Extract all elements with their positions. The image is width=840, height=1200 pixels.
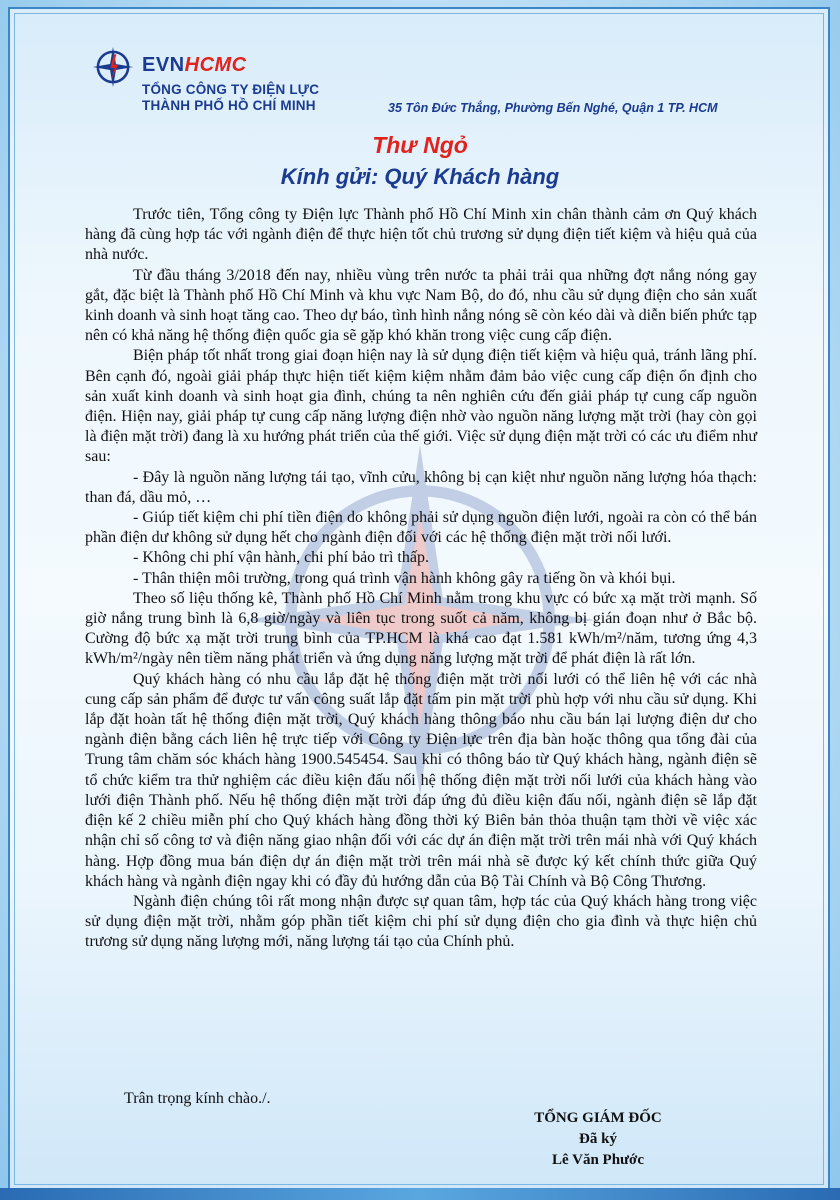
company-line-1: TỔNG CÔNG TY ĐIỆN LỰC bbox=[142, 82, 320, 97]
paragraph: Từ đầu tháng 3/2018 đến nay, nhiều vùng trên nước ta phải trải qua những đợt nắng nóng gay gắt, đặc biệt là Thành phố Hồ Chí Minh và khu vực Nam Bộ, do đó, nhu cầu sử dụng điện cho sản xuất kinh doanh và sinh hoạt tăng cao. Theo dự báo, tình hình nắng nóng sẽ còn kéo dài và diễn biến phức tạp nên có khả năng hệ thống điện quốc gia sẽ gặp khó khăn trong việc cung cấp điện. bbox=[85, 266, 758, 345]
letter-body bbox=[85, 205, 757, 953]
bullet-paragraph: - Đây là nguồn năng lượng tái tạo, vĩnh cửu, không bị cạn kiệt như nguồn năng lượng hóa thạch: than đá, dầu mỏ, … bbox=[85, 468, 757, 506]
paragraph: Theo số liệu thống kê, Thành phố Hồ Chí Minh nằm trong khu vực có bức xạ mặt trời mạnh. Số giờ nắng trung bình là 6,8 giờ/ngày và liên tục trong suốt cả năm, không bị gián đoạn như ở Bắc bộ. Cường độ bức xạ mặt trời trung bình của TP.HCM là khá cao đạt 1.581 kWh/m²/năm, tương ứng 4,3 kWh/m²/ngày nên tiềm năng phát triển và ứng dụng năng lượng mặt trời để phát điện là rất lớn. bbox=[85, 589, 757, 668]
company-line-2: THÀNH PHỐ HỒ CHÍ MINH bbox=[142, 98, 316, 113]
bullet-paragraph: - Thân thiện môi trường, trong quá trình vận hành không gây ra tiếng ồn và khói bụi. bbox=[133, 569, 676, 587]
closing-greeting: Trân trọng kính chào./. bbox=[124, 1090, 271, 1107]
paragraph: Biện pháp tốt nhất trong giai đoạn hiện nay là sử dụng điện tiết kiệm và hiệu quả, tránh lãng phí. Bên cạnh đó, ngoài giải pháp thực hiện tiết kiệm kiệm nhằm đảm bảo việc cung cấp điện ổn định cho sản xuất kinh doanh và sinh hoạt gia đình, chúng ta nên nghiên cứu đến giải pháp tự cung cấp nguồn điện. Hiện nay, giải pháp tự cung cấp năng lượng điện nhờ vào nguồn năng lượng mặt trời (hay còn gọi là điện mặt trời) đang là xu hướng phát triển của thế giới. Việc sử dụng điện mặt trời có các ưu điểm như sau: bbox=[85, 347, 757, 466]
bullet-paragraph: - Giúp tiết kiệm chi phí tiền điện do không phải sử dụng nguồn điện lưới, ngoài ra còn có thể bán phần điện dư không sử dụng hết cho ngành điện đối với các hệ thống điện mặt trời nối lưới. bbox=[85, 509, 757, 547]
brand-evn: EVN bbox=[142, 54, 185, 76]
paragraph: Ngành điện chúng tôi rất mong nhận được sự quan tâm, hợp tác của Quý khách hàng trong việc sử dụng điện mặt trời, nhằm góp phần tiết kiệm chi phí sử dụng điện cho gia đình và thực hiện chủ trương sử dụng năng lượng mới, năng lượng tái tạo của Chính phủ. bbox=[85, 892, 757, 951]
company-name bbox=[142, 82, 319, 114]
signed-note: Đã ký bbox=[579, 1131, 617, 1147]
brand-hcmc: HCMC bbox=[184, 54, 247, 76]
paragraph: Trước tiên, Tổng công ty Điện lực Thành phố Hồ Chí Minh xin chân thành cảm ơn Quý khách hàng đã cùng hợp tác với ngành điện để thực hiện tốt chủ trương sử dụng điện tiết kiệm và hiệu quả của nhà nước. bbox=[85, 206, 757, 264]
bullet-paragraph: - Không chi phí vận hành, chi phí bảo trì thấp. bbox=[133, 549, 429, 567]
bottom-decor-bar bbox=[0, 1188, 840, 1200]
signature-block bbox=[498, 1108, 698, 1171]
evn-logo-icon bbox=[92, 46, 134, 88]
letter-title: Thư Ngỏ bbox=[372, 132, 468, 158]
signer-position: TỔNG GIÁM ĐỐC bbox=[534, 1110, 662, 1126]
letter-salutation: Kính gửi: Quý Khách hàng bbox=[280, 164, 560, 189]
brand-name bbox=[142, 54, 247, 77]
paragraph: Quý khách hàng có nhu cầu lắp đặt hệ thống điện mặt trời nối lưới có thể liên hệ với các nhà cung cấp sản phẩm để được tư vấn công suất lắp đặt tấm pin mặt trời phù hợp với nhu cầu sử dụng. Khi lắp đặt hoàn tất hệ thống điện mặt trời, Quý khách hàng thông báo nhu cầu bán lại lượng điện dư cho ngành điện bằng cách liên hệ trực tiếp với Công ty Điện lực trên địa bàn hoặc thông qua tổng đài của Trung tâm chăm sóc khách hàng 1900.545454. Sau khi có thông báo từ Quý khách hàng, ngành điện sẽ tổ chức kiểm tra thử nghiệm các điều kiện đấu nối hệ thống điện mặt trời nối lưới của khách hàng vào lưới điện Thành phố. Nếu hệ thống điện mặt trời đáp ứng đủ điều kiện đấu nối, ngành điện sẽ lắp đặt điện kế 2 chiều miễn phí cho Quý khách hàng đồng thời ký Biên bản thỏa thuận tạm thời về việc xác nhận chỉ số công tơ và điện năng giao nhận đối với các dự án điện mặt trời trên mái nhà với Quý khách hàng. Hợp đồng mua bán điện dự án điện mặt trời trên mái nhà sẽ được ký kết chính thức giữa Quý khách hàng và ngành điện ngay khi có đầy đủ hướng dẫn của Bộ Tài Chính và Bộ Công Thương. bbox=[85, 670, 757, 890]
signer-name: Lê Văn Phước bbox=[551, 1152, 645, 1168]
company-address: 35 Tôn Đức Thắng, Phường Bến Nghé, Quận 1 TP. HCM bbox=[388, 101, 718, 115]
